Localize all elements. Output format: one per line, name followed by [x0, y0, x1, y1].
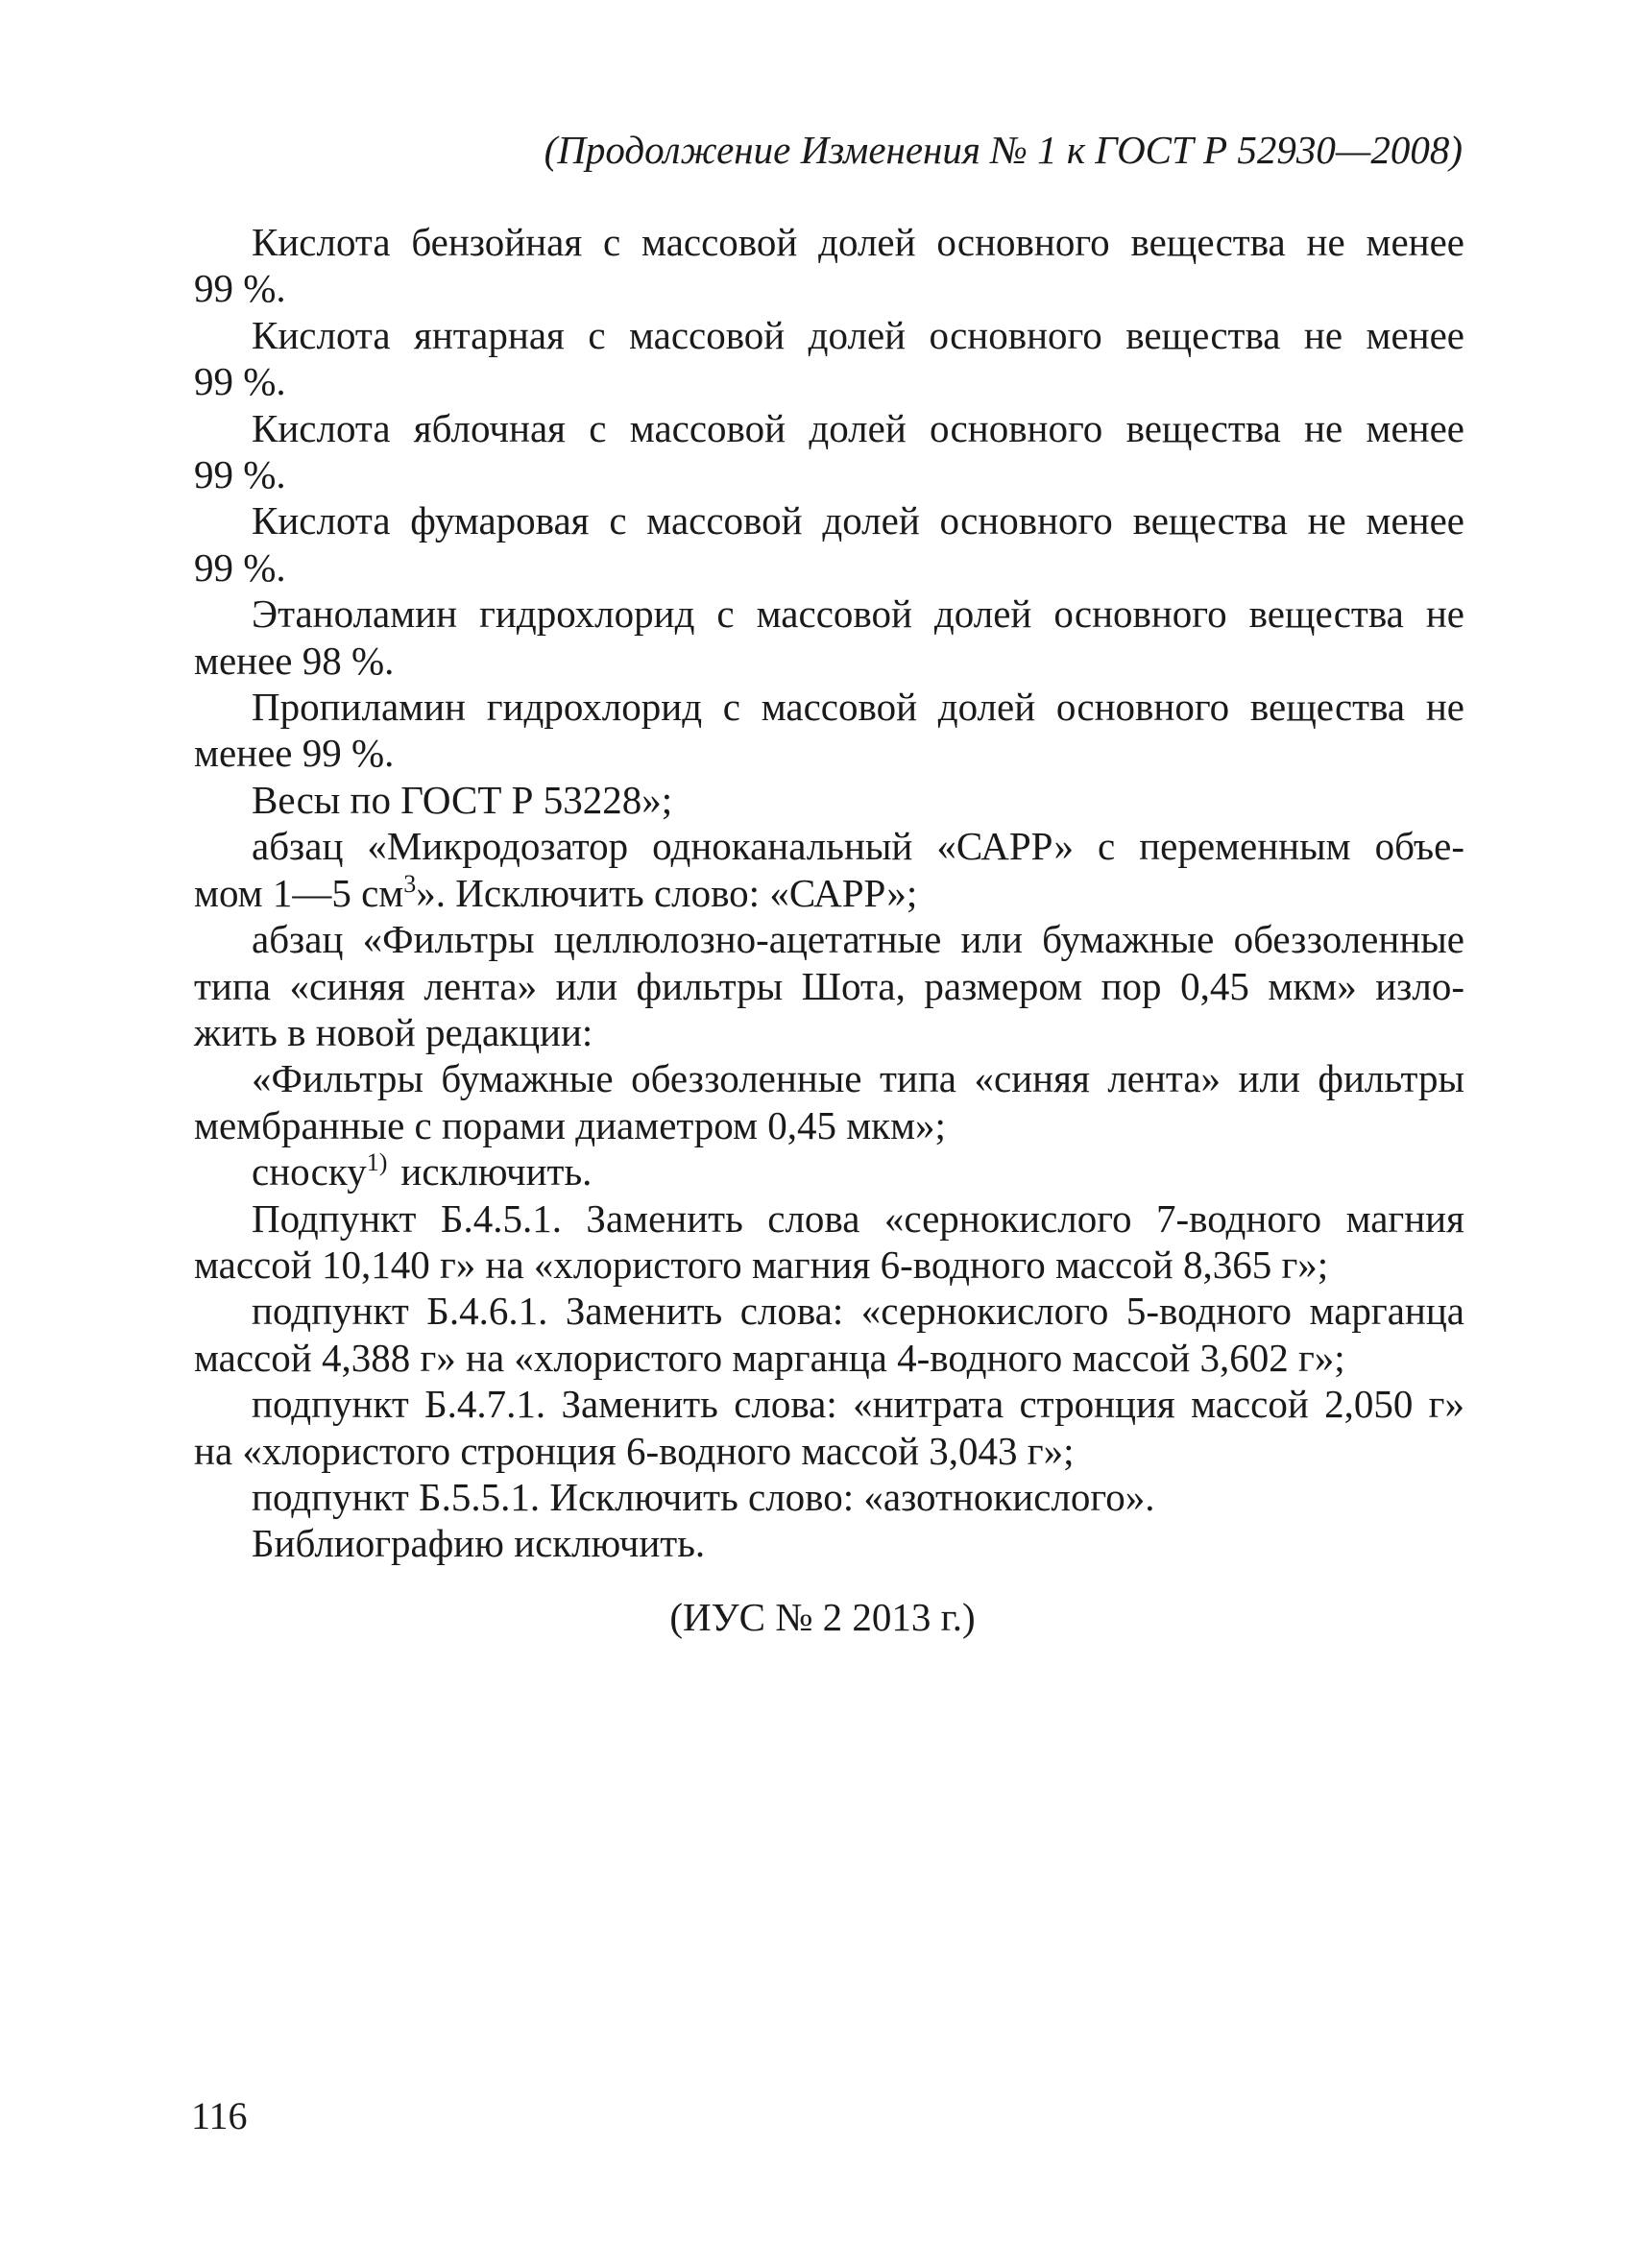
paragraph-bibliography: Библиографию исключить.: [252, 1521, 706, 1566]
paragraph-filters-new: «Фильтры бумажные обеззоленные типа «синяя лента» или фильтры мембранные с порами диаметром 0,45 мкм»;: [194, 1056, 1464, 1147]
paragraph-ethanolamine: Этаноламин гидрохлорид с массовой долей основного вещества не менее 98 %.: [194, 591, 1464, 683]
paragraph-propylamine: Пропиламин гидрохлорид с массовой долей основного вещества не менее 99 %.: [194, 685, 1464, 776]
paragraph-succinic-acid: Кислота янтарная с массовой долей основного вещества не менее 99 %.: [194, 312, 1464, 404]
document-header: (Продолжение Изменения № 1 к ГОСТ Р 52930—2008): [544, 128, 1463, 172]
page-number: 116: [191, 2094, 248, 2137]
paragraph-malic-acid: Кислота яблочная с массовой долей основного вещества не менее 99 %.: [194, 405, 1464, 497]
paragraph-footnote-remove: сноску$^{1)}$ исключить.: [252, 1148, 593, 1194]
paragraph-manganese: подпункт Б.4.6.1. Заменить слова: «сернокислого 5-водного марганца массой 4,388 г» на «хлористого марганца 4-водного массой 3,602 г»;: [194, 1289, 1464, 1380]
source-reference: (ИУС № 2 2013 г.): [669, 1595, 976, 1639]
paragraph-magnesium: Подпункт Б.4.5.1. Заменить слова «сернокислого 7-водного магния массой 10,140 г» на «хлористого магния 6-водного массой 8,365 г»;: [194, 1195, 1464, 1287]
paragraph-nitric: подпункт Б.5.5.1. Исключить слово: «азотнокислого».: [252, 1474, 1155, 1519]
paragraph-benzoic-acid: Кислота бензойная с массовой долей основного вещества не менее 99 %.: [194, 220, 1464, 311]
paragraph-scales: Весы по ГОСТ Р 53228»;: [252, 777, 673, 822]
paragraph-microdispenser: абзац «Микродозатор одноканальный «САРР» с переменным объе- мом 1—5 $см^3$». Исключить слово: «САРР»;: [194, 824, 1464, 915]
paragraph-strontium: подпункт Б.4.7.1. Заменить слова: «нитрата стронция массой 2,050 г» на «хлористого стронция 6-водного массой 3,043 г»;: [194, 1382, 1464, 1473]
paragraph-filters-old: абзац «Фильтры целлюлозно-ацетатные или бумажные обеззоленные типа «синяя лента» или фильтры Шота, размером пор 0,45 мкм» изло- жить в новой редакции:: [194, 917, 1464, 1054]
paragraph-fumaric-acid: Кислота фумаровая с массовой долей основного вещества не менее 99 %.: [194, 498, 1464, 590]
document-body: [194, 219, 1464, 1567]
